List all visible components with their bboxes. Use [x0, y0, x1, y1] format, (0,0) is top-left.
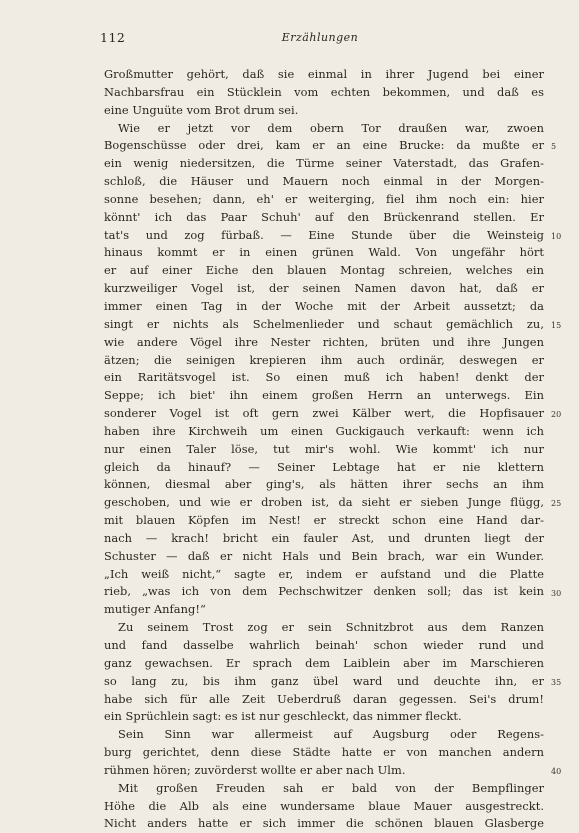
text-line: so lang zu, bis ihm ganz übel ward und deuchte ihn, er [104, 673, 544, 688]
text-line: singt er nichts als Schelmenlieder und schaut gemächlich zu, [104, 316, 544, 331]
text-line: haben ihre Kirchweih um einen Guckigauch verkauft: wenn ich [104, 423, 544, 438]
text-line: eine Unguüte vom Brot drum sei. [104, 102, 299, 117]
text-line: Seppe; ich biet' ihn einem großen Herrn an unterwegs. Ein [104, 388, 544, 403]
text-line: Sein Sinn war allermeist auf Augsburg oder Regens- [118, 727, 544, 742]
text-line: mit blauen Köpfen im Nest! er streckt schon eine Hand dar- [104, 513, 544, 528]
text-line: sonne besehen; dann, eh' er weiterging, fiel ihm noch ein: hier [104, 191, 544, 206]
text-line: ein Sprüchlein sagt: es ist nur geschleckt, das nimmer fleckt. [104, 709, 462, 724]
margin-line-number: 20 [551, 410, 562, 420]
text-line: immer einen Tag in der Woche mit der Arbeit aussetzt; da [104, 298, 544, 313]
text-line: hinaus kommt er in einen grünen Wald. Von ungefähr hört [104, 245, 544, 260]
text-line: Bogenschüsse oder drei, kam er an eine Brucke: da mußte er [104, 138, 544, 153]
page-header [100, 30, 540, 48]
text-line: schloß, die Häuser und Mauern noch einmal in der Morgen- [104, 174, 544, 189]
text-line: wie andere Vögel ihre Nester richten, brüten und ihre Jungen [104, 334, 544, 349]
text-line: Mit großen Freuden sah er bald von der Bempflinger [118, 780, 544, 795]
text-line: Nachbarsfrau ein Stücklein vom echten bekommen, und daß es [104, 84, 544, 99]
margin-line-number: 40 [551, 767, 562, 777]
text-line: und fand dasselbe wahrlich beinah' schon wieder rund und [104, 638, 544, 652]
text-line: mutiger Anfang!“ [104, 602, 206, 617]
text-line: Zu seinem Trost zog er sein Schnitzbrot aus dem Ranzen [118, 620, 544, 635]
text-line: Höhe die Alb als eine wundersame blaue Mauer ausgestreckt. [104, 798, 544, 813]
text-line: Schuster — daß er nicht Hals und Bein brach, war ein Wunder. [104, 548, 544, 563]
text-line: könnt' ich das Paar Schuh' auf den Brückenrand stellen. Er [104, 209, 544, 224]
page-number: 112 [100, 30, 126, 45]
text-line: kurzweiliger Vogel ist, der seinen Namen davon hat, daß er [104, 281, 544, 296]
text-line: ein Raritätsvogel ist. So einen muß ich haben! denkt der [104, 370, 544, 385]
text-line: nur einen Taler löse, tut mir's wohl. Wie kommt' ich nur [104, 441, 544, 456]
margin-line-number: 10 [551, 231, 562, 241]
text-line: rühmen hören; zuvörderst wollte er aber nach Ulm. [104, 762, 406, 777]
margin-line-number: 30 [551, 588, 562, 598]
body-text [104, 66, 544, 833]
text-line: nach — krach! bricht ein fauler Ast, und drunten liegt der [104, 530, 544, 545]
text-line: „Ich weiß nicht,“ sagte er, indem er aufstand und die Platte [104, 566, 544, 581]
text-line: Großmutter gehört, daß sie einmal in ihrer Jugend bei einer [104, 67, 544, 81]
text-line: burg gerichtet, denn diese Städte hatte er von manchen andern [104, 745, 544, 760]
text-line: rieb, „was ich von dem Pechschwitzer denken soll; das ist kein [104, 584, 544, 599]
text-line: gleich da hinauf? — Seiner Lebtage hat er nie klettern [104, 459, 544, 474]
margin-line-number: 35 [551, 677, 562, 687]
text-line: sonderer Vogel ist oft gern zwei Kälber wert, die Hopfisauer [104, 406, 544, 421]
margin-line-number: 5 [551, 142, 557, 152]
margin-line-number: 15 [551, 320, 562, 330]
text-line: ganz gewachsen. Er sprach dem Laiblein aber im Marschieren [104, 655, 544, 670]
text-line: tat's und zog fürbaß. — Eine Stunde über die Weinsteig [104, 227, 544, 242]
text-line: geschoben, und wie er droben ist, da sieht er sieben Junge flügg, [104, 495, 544, 510]
text-line: ein wenig niedersitzen, die Türme seiner Vaterstadt, das Grafen- [104, 156, 544, 171]
text-line: er auf einer Eiche den blauen Montag schreien, welches ein [104, 263, 544, 278]
text-line: Wie er jetzt vor dem obern Tor draußen war, zwoen [118, 120, 544, 135]
text-line: habe sich für alle Zeit Ueberdruß daran gegessen. Sei's drum! [104, 691, 544, 706]
text-line: ätzen; die seinigen krepieren ihm auch ordinär, deswegen er [104, 352, 544, 367]
running-title: Erzählungen [281, 31, 359, 44]
margin-line-number: 25 [551, 499, 562, 509]
text-line: können, diesmal aber ging's, als hätten ihrer sechs an ihm [104, 477, 544, 492]
text-line: Nicht anders hatte er sich immer die schönen blauen Glasberge [104, 816, 544, 831]
